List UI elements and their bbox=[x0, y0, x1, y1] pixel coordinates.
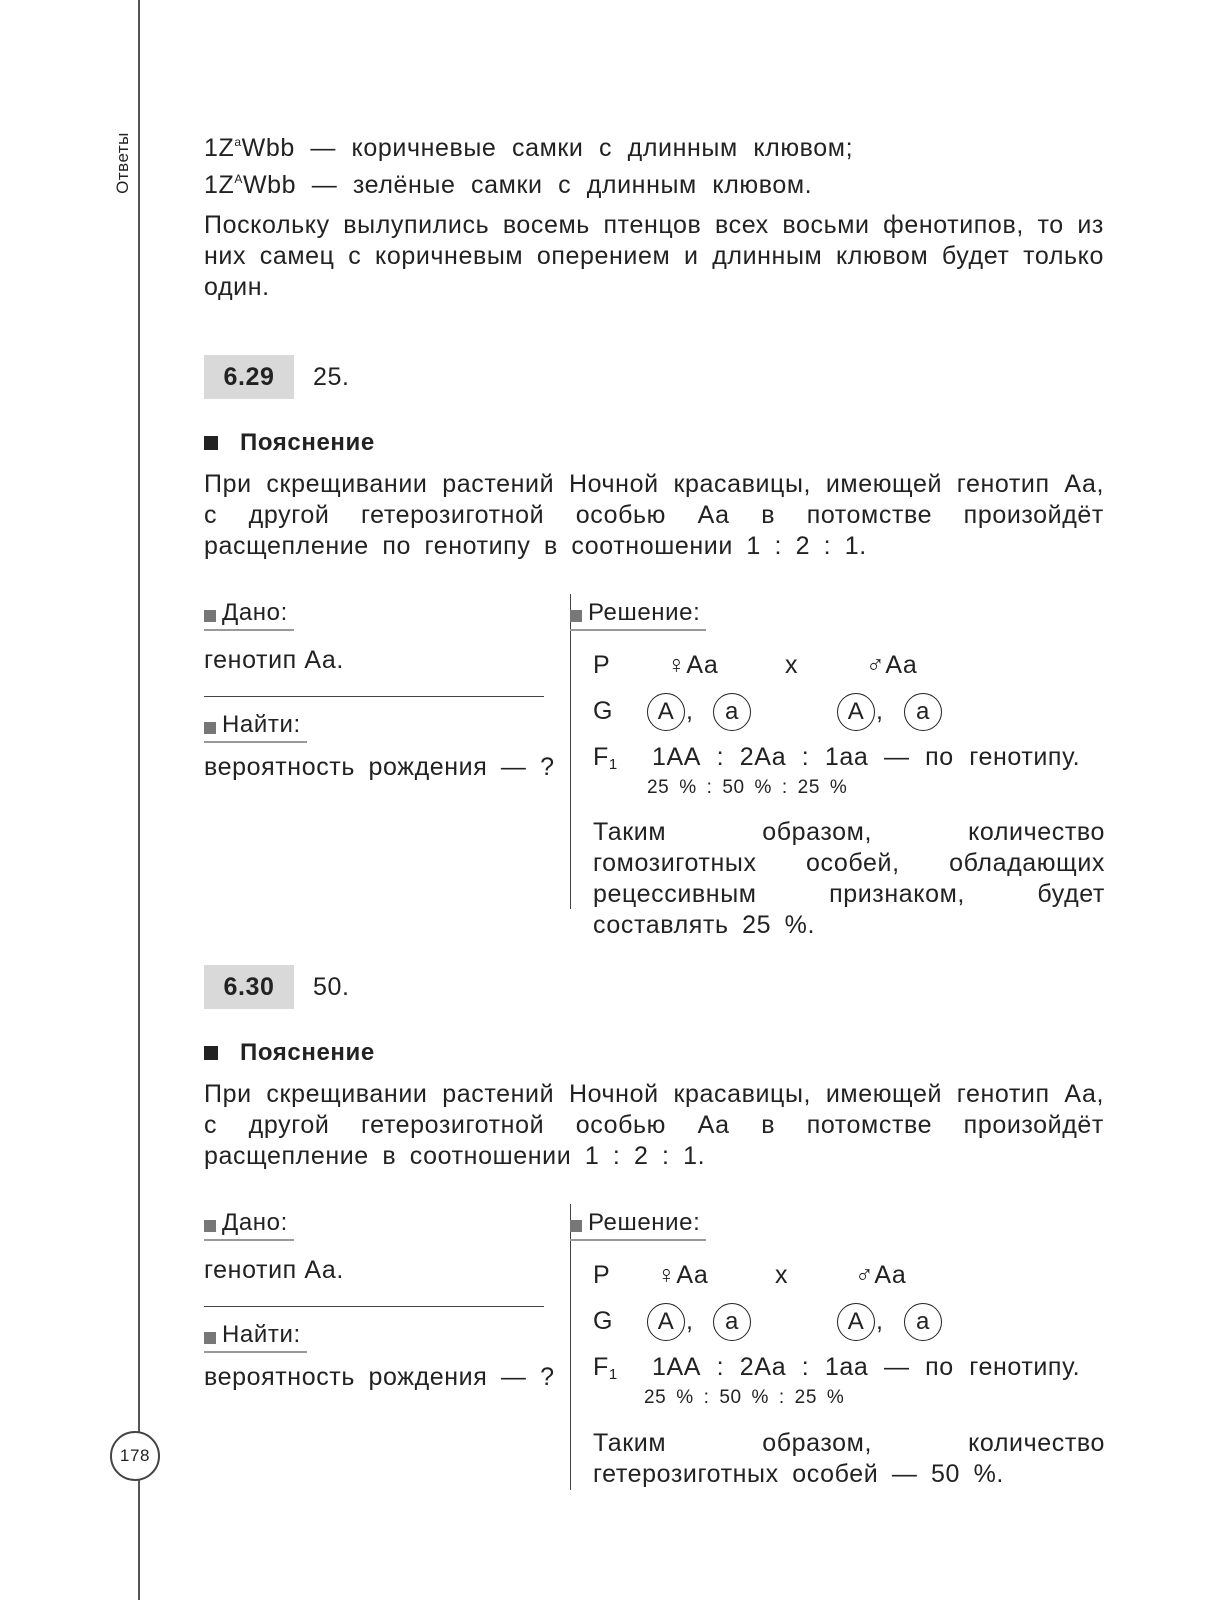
square-bullet-icon bbox=[204, 436, 218, 450]
gametes-letter: G bbox=[593, 1307, 614, 1335]
square-bullet-icon bbox=[570, 1220, 582, 1232]
parent-female: ♀Аа bbox=[667, 651, 719, 679]
task-answer: 25. bbox=[313, 363, 350, 391]
task-number-badge: 6.29 bbox=[204, 355, 294, 399]
parent-female: ♀Аа bbox=[657, 1261, 709, 1289]
gamete-circle: a bbox=[904, 693, 942, 731]
square-bullet-icon bbox=[204, 1046, 218, 1060]
comma: , bbox=[686, 697, 694, 725]
find-label: Найти: bbox=[204, 1319, 307, 1353]
genotype-line-2: $1Z^AWbb$ — зелёные самки с длинным клювом. bbox=[204, 171, 813, 199]
gamete-circle: A bbox=[647, 1303, 685, 1341]
gametes-letter: G bbox=[593, 697, 614, 725]
comma: , bbox=[686, 1307, 694, 1335]
given-label: Дано: bbox=[204, 597, 294, 631]
find-label: Найти: bbox=[204, 709, 307, 743]
offspring-letter: $F_1$ bbox=[593, 1353, 618, 1383]
section-heading: Пояснение bbox=[204, 1038, 375, 1068]
divider bbox=[204, 696, 544, 697]
offspring-percent: 25 % : 50 % : 25 % bbox=[644, 1387, 845, 1408]
page-number: 178 bbox=[110, 1431, 160, 1481]
parents-letter: P bbox=[593, 651, 611, 679]
cross-symbol: x bbox=[775, 1261, 789, 1289]
offspring-ratio: 1АА : 2Аа : 1аа — по генотипу. bbox=[652, 1353, 1081, 1381]
conclusion-text: Таким образом, количество гомозиготных особей, обладающих рецессивным признаком, будет составлять 25 %. bbox=[593, 818, 1105, 939]
task-number-badge: 6.30 bbox=[204, 965, 294, 1009]
explanation-text: При скрещивании растений Ночной красавицы, имеющей генотип Аа, с другой гетерозиготной особью Аа в потомстве произойдёт расщепление по генотипу в соотношении 1 : 2 : 1. bbox=[204, 470, 1104, 560]
gamete-circle: A bbox=[837, 693, 875, 731]
genotype-line-1: $1Z^aWbb$ — коричневые самки с длинным клювом; bbox=[204, 134, 854, 162]
offspring-ratio: 1АА : 2Аа : 1аа — по генотипу. bbox=[652, 743, 1081, 771]
gamete-circle: a bbox=[713, 1303, 751, 1341]
find-value: вероятность рождения — ? bbox=[204, 753, 555, 781]
square-bullet-icon bbox=[204, 1332, 216, 1344]
given-label: Дано: bbox=[204, 1207, 294, 1241]
divider bbox=[204, 1306, 544, 1307]
gamete-circle: a bbox=[713, 693, 751, 731]
task-answer: 50. bbox=[313, 973, 350, 1001]
find-value: вероятность рождения — ? bbox=[204, 1363, 555, 1391]
offspring-letter: $F_1$ bbox=[593, 743, 618, 773]
section-heading: Пояснение bbox=[204, 428, 375, 458]
square-bullet-icon bbox=[570, 610, 582, 622]
parent-male: ♂Аа bbox=[855, 1261, 907, 1289]
square-bullet-icon bbox=[204, 1220, 216, 1232]
gamete-circle: A bbox=[647, 693, 685, 731]
explanation-text: При скрещивании растений Ночной красавицы, имеющей генотип Аа, с другой гетерозиготной особью Аа в потомстве произойдёт расщепление в соотношении 1 : 2 : 1. bbox=[204, 1080, 1104, 1170]
offspring-percent: 25 % : 50 % : 25 % bbox=[647, 777, 848, 798]
solution-label: Решение: bbox=[570, 1207, 706, 1241]
column-divider bbox=[570, 594, 571, 909]
column-divider bbox=[570, 1204, 571, 1490]
given-value: генотип Аа. bbox=[204, 646, 344, 674]
square-bullet-icon bbox=[204, 610, 216, 622]
cross-symbol: x bbox=[785, 651, 799, 679]
solution-label: Решение: bbox=[570, 597, 706, 631]
square-bullet-icon bbox=[204, 722, 216, 734]
margin-line bbox=[138, 0, 140, 1600]
section-label: Ответы bbox=[113, 132, 132, 194]
given-value: генотип Аа. bbox=[204, 1256, 344, 1284]
parent-male: ♂Аа bbox=[866, 651, 918, 679]
gamete-circle: a bbox=[904, 1303, 942, 1341]
comma: , bbox=[876, 1307, 884, 1335]
gamete-circle: A bbox=[837, 1303, 875, 1341]
conclusion-text: Таким образом, количество гетерозиготных особей — 50 %. bbox=[593, 1429, 1105, 1488]
comma: , bbox=[876, 697, 884, 725]
parents-letter: P bbox=[593, 1261, 611, 1289]
intro-paragraph: Поскольку вылупились восемь птенцов всех восьми фенотипов, то из них самец с коричневым оперением и длинным клювом будет только один. bbox=[204, 211, 1104, 301]
